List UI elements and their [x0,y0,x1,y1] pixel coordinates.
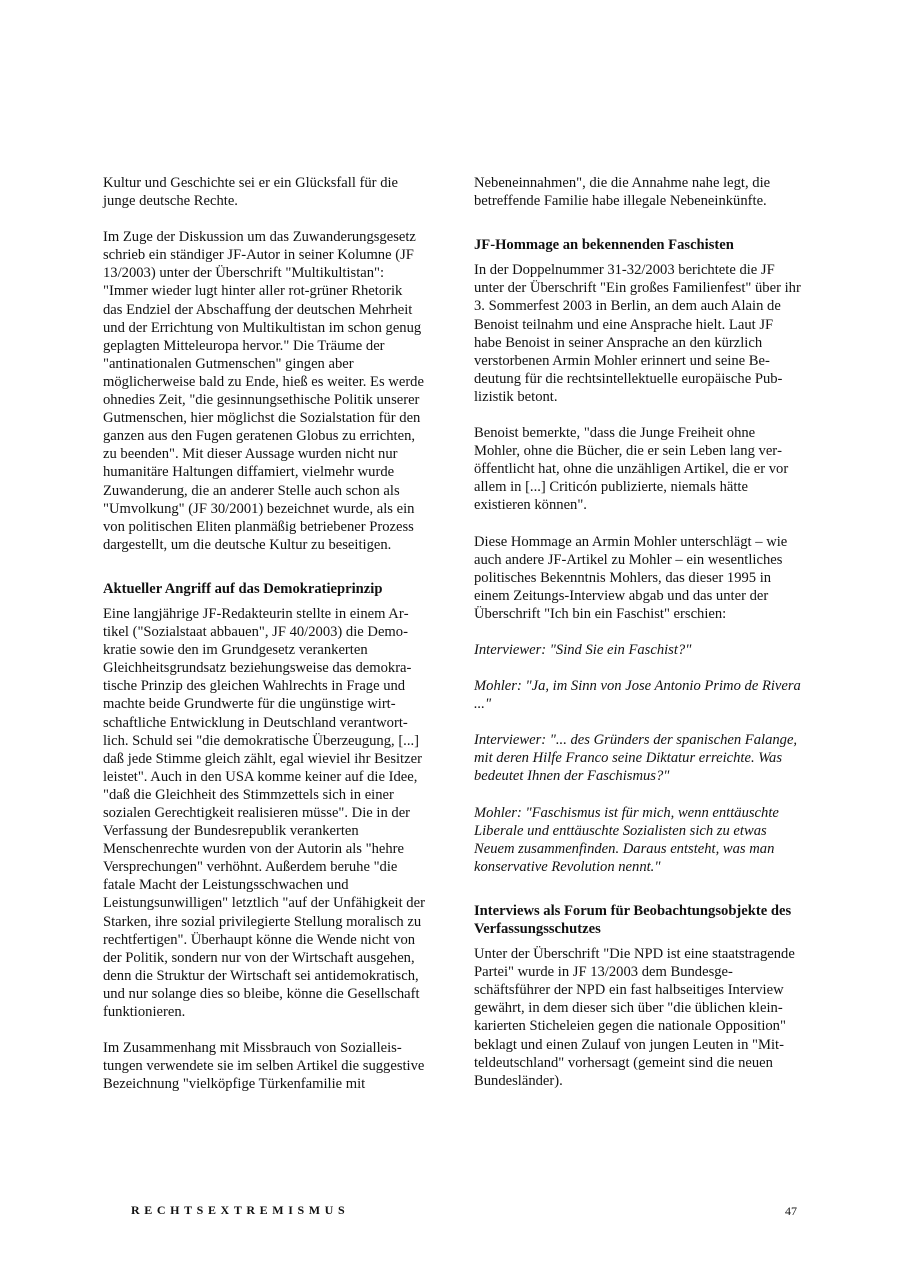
left-column [103,174,425,1093]
section-heading: JF-Hommage an bekennenden Faschisten [474,237,734,254]
interview-quote: Mohler: "Faschismus ist für mich, wenn enttäuschte Liberale und enttäuschte Sozialisten sich zu etwas Neuem zusammenfinden. Daraus entsteht, was man konservative Revolution nennt." [474,804,779,875]
paragraph: Im Zuge der Diskussion um das Zuwanderungsgesetz schrieb ein ständiger JF-Autor in seiner Kolumne (JF 13/2003) unter der Überschrift "Multikultistan": "Immer wieder lugt hinter aller rot-grüner Rhetorik das Endziel der Abschaffung der deutschen Mehrheit und der Errichtung von Multikultistan im schon genug geplagten Mitteleuropa hervor." Die Träume der "antinationalen Gutmenschen" gingen aber möglicherweise bald zu Ende, hieß es weiter. Es werde ohnedies Zeit, "die gesinnungsethische Politik unserer Gutmenschen, hier möglichst die Sozialstation für den ganzen aus den Fugen geratenen Globus zu errichten, zu beenden". Mit dieser Aussage wurden nicht nur humanitäre Haltungen diffamiert, vielmehr wurde Zuwanderung, die an anderer Stelle auch schon als "Umvolkung" (JF 30/2001) bezeichnet wurde, als ein von politischen Eliten planmäßig betriebener Prozess dargestellt, um die deutsche Kultur zu beseitigen. [103,229,424,553]
footer-section-title: RECHTSEXTREMISMUS [131,1203,350,1217]
paragraph: Nebeneinnahmen", die die Annahme nahe legt, die betreffende Familie habe illegale Nebeneinkünfte. [474,175,771,210]
paragraph: Kultur und Geschichte sei er ein Glücksfall für die junge deutsche Rechte. [103,175,399,210]
page-number: 47 [785,1204,797,1218]
paragraph: Eine langjährige JF-Redakteurin stellte in einem Artikel ("Sozialstaat abbauen", JF 40/2003) die Demokratie sowie den im Grundgesetz verankerten Gleichheitsgrundsatz beziehungsweise das demokratische Prinzip des gleichen Wahlrechts in Frage und machte beide Grundwerte für die ungünstige wirtschaftliche Entwicklung in Deutschland verantwortlich. Schuld sei "die demokratische Überzeugung, [...] daß jede Stimme gleich zählt, egal wieviel ihr Besitzer leistet". Auch in den USA komme keiner auf die Idee, "daß die Gleichheit des Stimmzettels sich in einer sozialen Gerechtigkeit realisieren müsse". Die in der Verfassung der Bundesrepublik verankerten Menschenrechte wurden von der Autorin als "hehre Versprechungen" verhöhnt. Außerdem beruhe "die fatale Macht der Leistungsschwachen und Leistungsunwilligen" letztlich "auf der Unfähigkeit der Starken, ihre sozial privilegierte Stellung moralisch zu rechtfertigen". Überhaupt könne die Wende nicht von der Politik, sondern nur von der Wirtschaft ausgehen, denn die Struktur der Wirtschaft sei antidemokratisch, und nur solange dies so bleibe, könne die Gesellschaft funktionieren. [103,605,425,1021]
paragraph: Im Zusammenhang mit Missbrauch von Sozialleistungen verwendete sie im selben Artikel die suggestive Bezeichnung "vielköpfige Türkenfamilie mit [103,1040,425,1093]
right-column [474,174,804,1090]
paragraph: Diese Hommage an Armin Mohler unterschlägt – wie auch andere JF-Artikel zu Mohler – ein wesentliches politisches Bekenntnis Mohlers, das dieser 1995 in einem Zeitungs-Interview abgab und das unter der Überschrift "Ich bin ein Faschist" erschien: [474,533,788,622]
interview-quote: Mohler: "Ja, im Sinn von Jose Antonio Primo de Rivera ..." [474,678,801,713]
paragraph: Benoist bemerkte, "dass die Junge Freiheit ohne Mohler, ohne die Bücher, die er sein Leben lang veröffentlicht hat, ohne die unzähligen Artikel, die er vor allem in [...] Criticón publizierte, niemals hätte existieren können". [474,425,789,514]
paragraph: Unter der Überschrift "Die NPD ist eine staatstragende Partei" wurde in JF 13/2003 dem Bundesgeschäftsführer der NPD ein fast halbseitiges Interview gewährt, in dem dieser sich über "die üblichen kleinkarierten Sticheleien gegen die nationale Opposition" beklagt und einen Zulauf von jungen Leuten in "Mitteldeutschland" vorhersagt (gemeint sind die neuen Bundesländer). [474,946,795,1089]
paragraph: In der Doppelnummer 31-32/2003 berichtete die JF unter der Überschrift "Ein großes Familienfest" über ihr 3. Sommerfest 2003 in Berlin, an dem auch Alain de Benoist teilnahm und eine Ansprache hielt. Laut JF habe Benoist in seiner Ansprache an den kürzlich verstorbenen Armin Mohler erinnert und seine Bedeutung für die rechtsintellektuelle europäische Publizistik betont. [474,262,801,405]
interview-quote: Interviewer: "Sind Sie ein Faschist?" [474,641,692,658]
section-heading: Aktueller Angriff auf das Demokratieprinzip [103,580,383,597]
interview-quote: Interviewer: "... des Gründers der spanischen Falange, mit deren Hilfe Franco seine Diktatur erreichte. Was bedeutet Ihnen der Faschismus?" [474,732,798,785]
section-heading: Interviews als Forum für Beobachtungsobjekte des Verfassungsschutzes [474,902,792,937]
